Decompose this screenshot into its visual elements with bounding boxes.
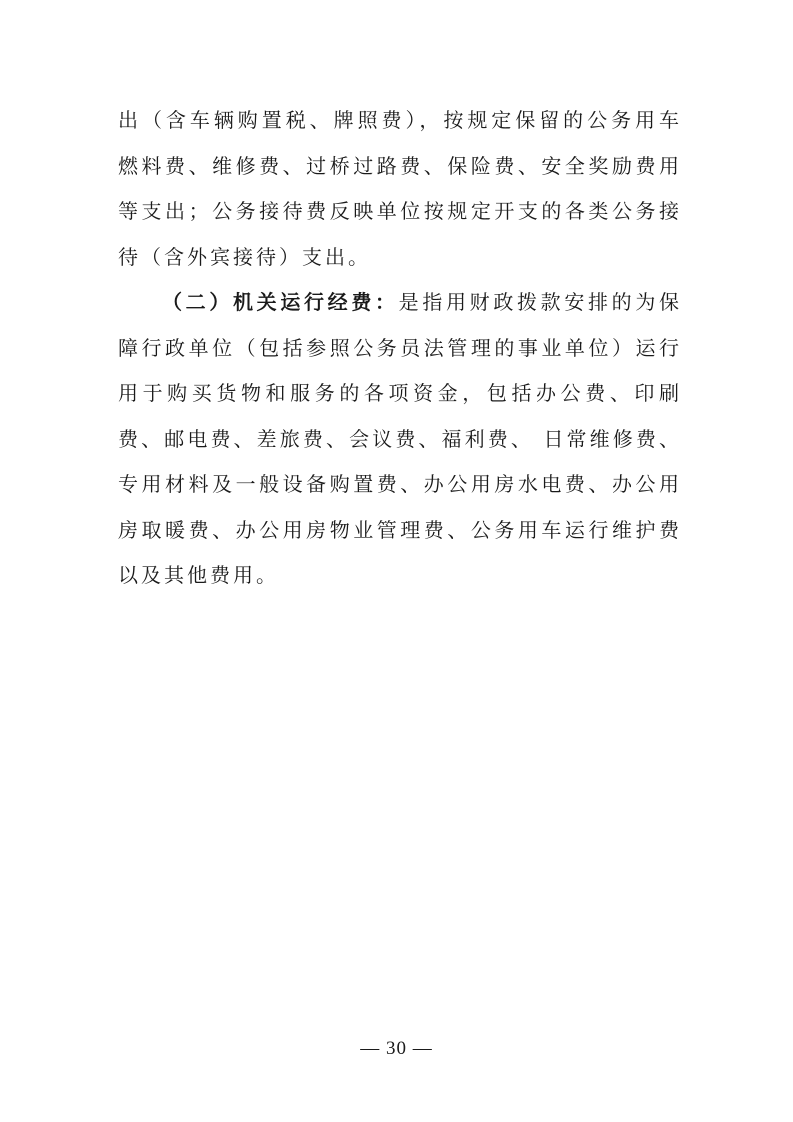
document-body	[118, 98, 682, 599]
section-heading: （二）机关运行经费：	[162, 290, 399, 314]
page-number: — 30 —	[360, 1038, 433, 1059]
paragraph-operating-expenses	[118, 280, 682, 599]
section-body: 是指用财政拨款安排的为保障行政单位（包括参照公务员法管理的事业单位）运行用于购买货物和服务的各项资金，包括办公费、印刷费、邮电费、差旅费、会议费、福利费、 日常维修费、专用材料及一般设备购置费、办公用房水电费、办公用房取暖费、办公用房物业管理费、公务用车运行维护费以及其他费用。	[118, 290, 683, 587]
paragraph-continuation: 出（含车辆购置税、牌照费），按规定保留的公务用车燃料费、维修费、过桥过路费、保险费、安全奖励费用等支出；公务接待费反映单位按规定开支的各类公务接待（含外宾接待）支出。	[118, 108, 682, 269]
